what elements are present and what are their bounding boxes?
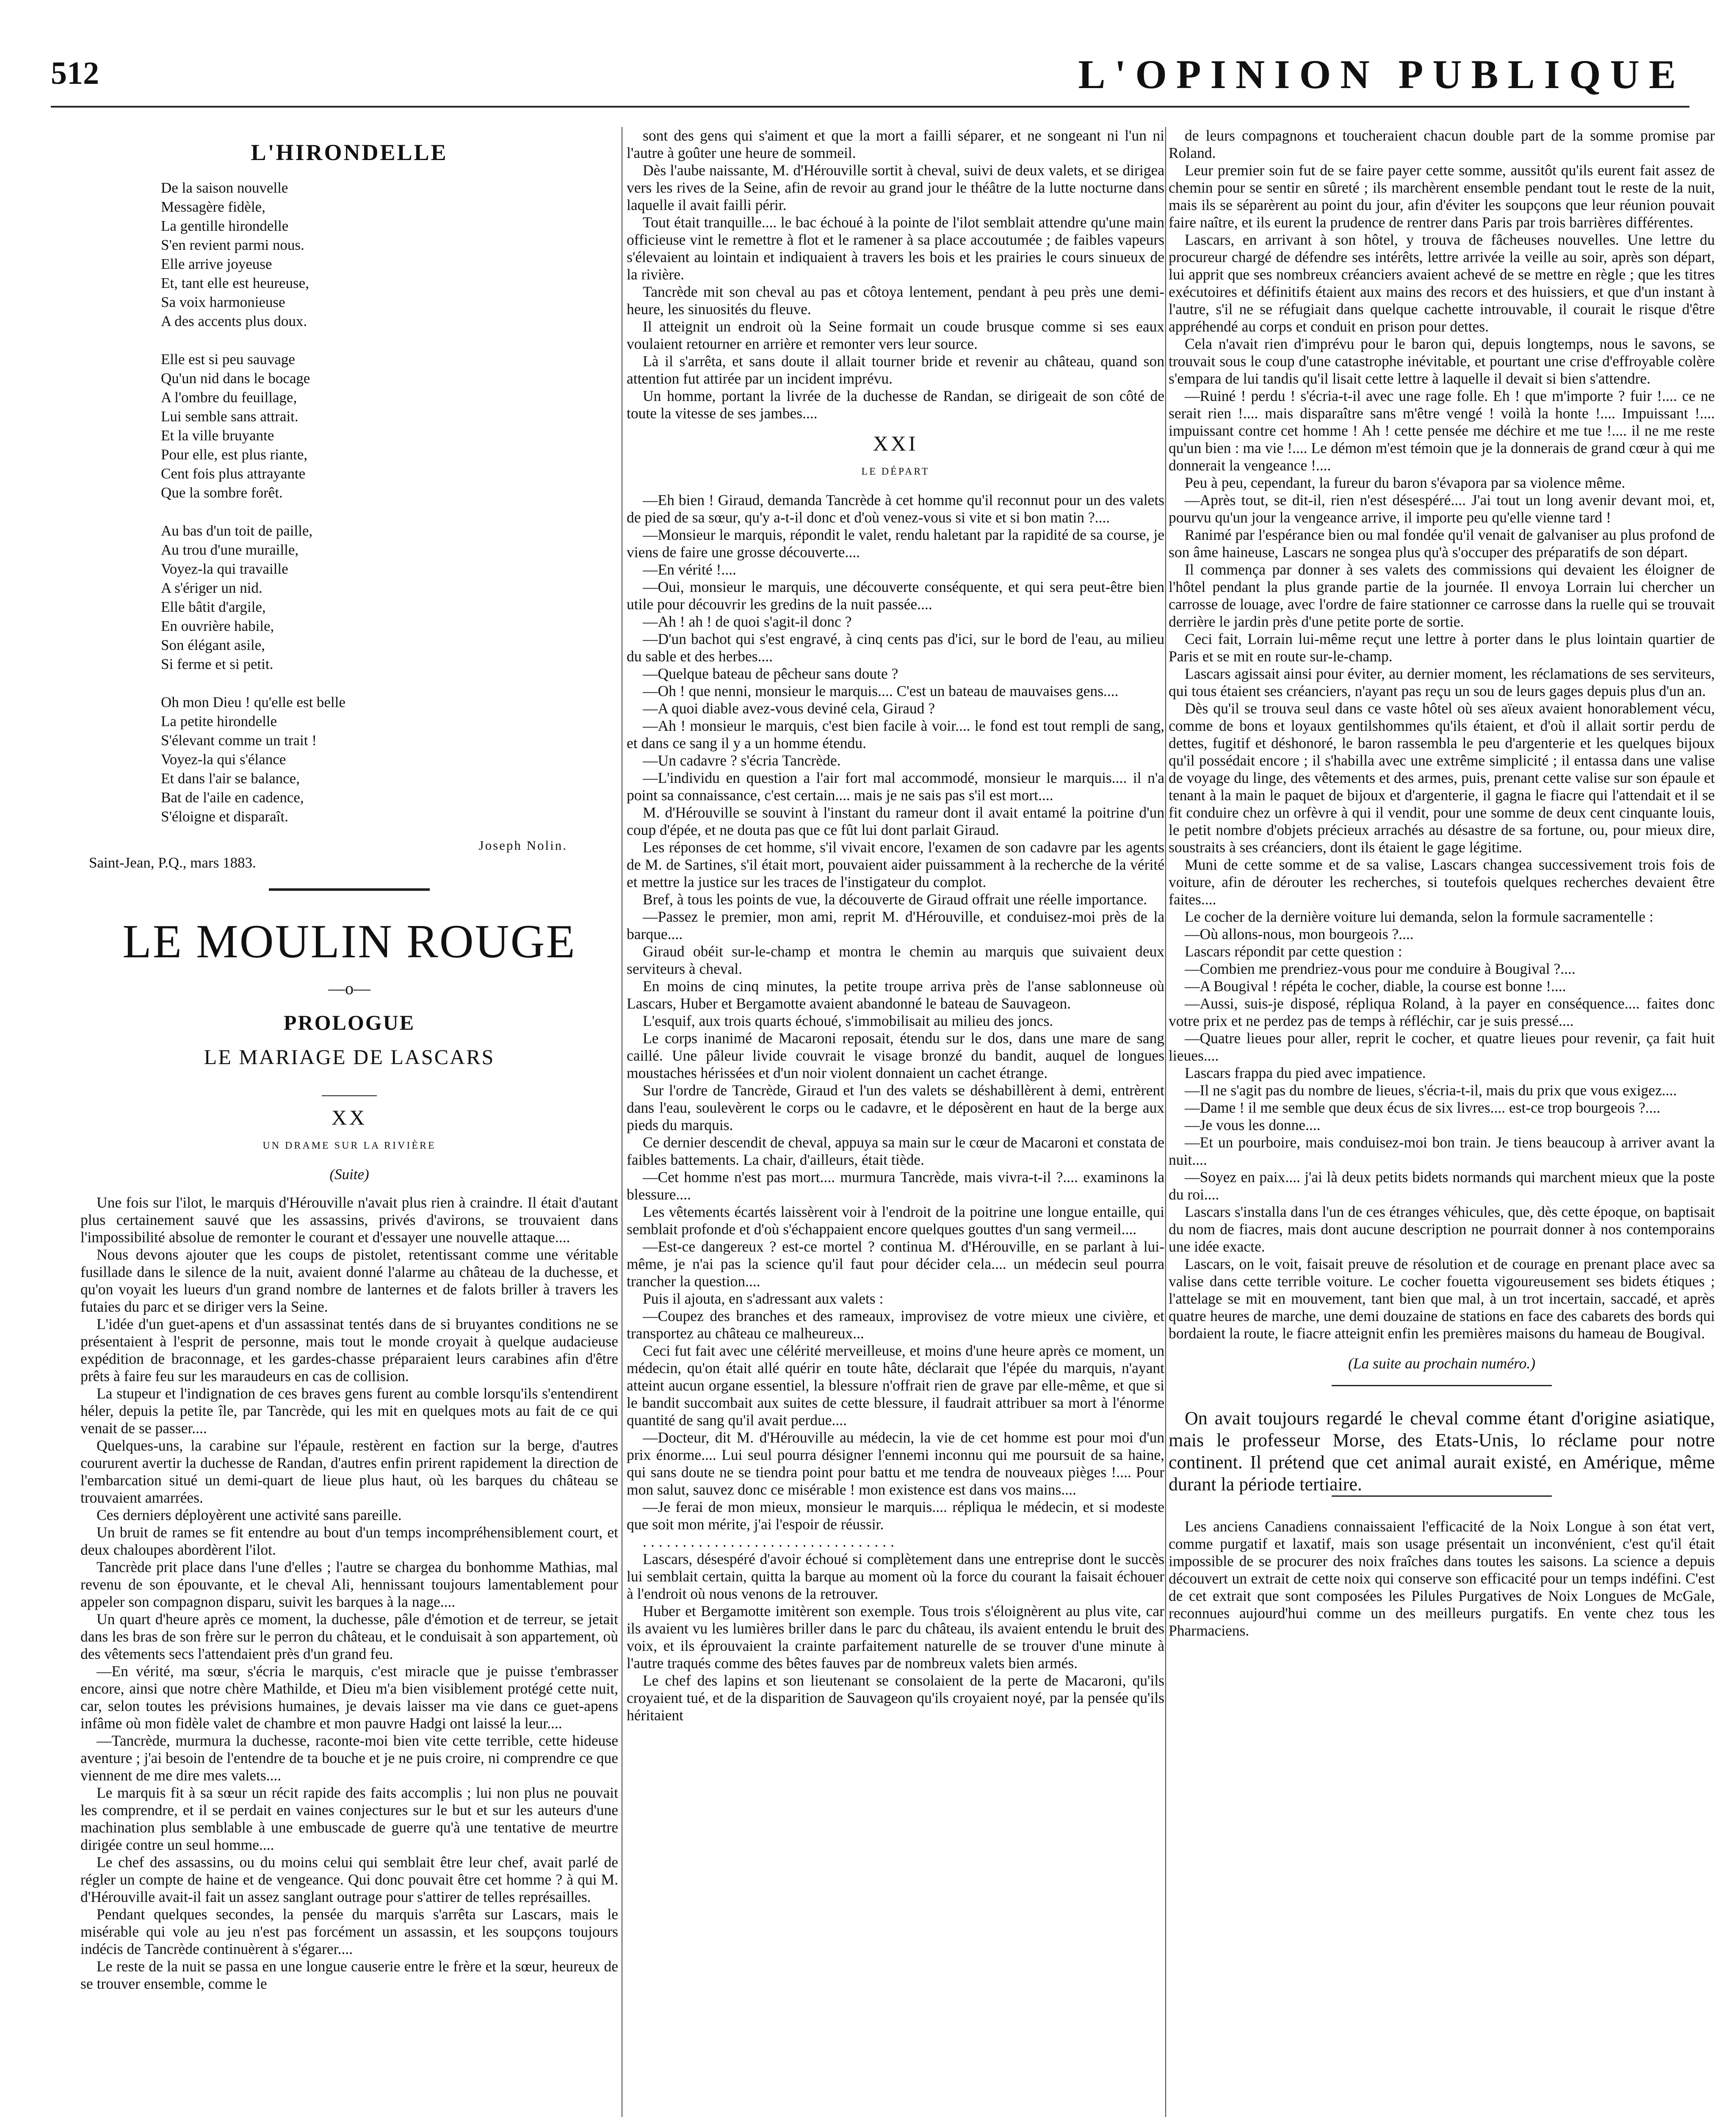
noix-longue-advertisement: Les anciens Canadiens connaissaient l'efficacité de la Noix Longue à son état vert, comme purgatif et laxatif, mais son usage présentait un inconvénient, c'est qu'il était impossible de se procurer des noix fraîches dans toutes les saisons. La science a depuis découvert un extrait de cette noix qui conserve son efficacité pour un temps indéfini. C'est de cet extrait que sont composées les Pilules Purgatives de Noix Longues de McGale, reconnues aujourd'hui comme un des meilleurs purgatifs. En vente chez tous les Pharmaciens. [1169, 1518, 1715, 1639]
poem-line: Au bas d'un toit de paille, [161, 522, 313, 539]
poem-line: Sa voix harmonieuse [161, 294, 285, 310]
poem-line: Bat de l'aile en cadence, [161, 789, 304, 806]
paragraph: Ceci fut fait avec une célérité merveilleuse, et moins d'une heure après ce moment, un médecin, qu'on était allé quérir en toute hâte, déclarait que l'épée du marquis, n'ayant atteint aucun organe essentiel, la blessure n'offrait rien de grave par elle-même, et que si le bandit succombait aux suites de cette blessure, il faudrait attribuer sa mort à l'énorme quantité de sang qu'il avait perdue.... [627, 1342, 1164, 1429]
column-2 [627, 127, 1164, 2117]
poem-line: Voyez-la qui s'élance [161, 751, 286, 768]
paragraph: —Ah ! monsieur le marquis, c'est bien facile à voir.... le fond est tout rempli de sang, et dans ce sang il y a un homme étendu. [627, 717, 1164, 752]
column-1-text [80, 1194, 618, 1993]
poem-line: De la saison nouvelle [161, 180, 288, 196]
poem-line: A s'ériger un nid. [161, 580, 263, 596]
paragraph: —Soyez en paix.... j'ai là deux petits bidets normands qui marchent mieux que la poste du roi.... [1169, 1169, 1715, 1203]
poem-line: Et dans l'air se balance, [161, 770, 300, 787]
paragraph: —Eh bien ! Giraud, demanda Tancrède à cet homme qu'il reconnut pour un des valets de pied de sa sœur, qu'y a-t-il donc et d'où venez-vous si vite et si bon matin ?.... [627, 492, 1164, 526]
paragraph: —Un cadavre ? s'écria Tancrède. [643, 752, 841, 769]
paragraph: Peu à peu, cependant, la fureur du baron s'évapora par sa violence même. [1185, 474, 1625, 491]
paragraph: Ranimé par l'espérance bien ou mal fondée qu'il venait de galvaniser au plus profond de son âme haineuse, Lascars ne songea plus qu'à s'occuper des préparatifs de son départ. [1169, 526, 1715, 561]
feuilleton-title: LE MOULIN ROUGE [122, 915, 576, 968]
column-2-text-a [627, 127, 1164, 422]
chapter-number: XX [331, 1105, 368, 1129]
paragraph: Lascars, désespéré d'avoir échoué si complètement dans une entreprise dont le succès lui semblait certain, quitta la barque au moment où la force du courant la faisait échouer à l'endroit où nous venons de la retrouver. [627, 1550, 1164, 1602]
poem-line: A l'ombre du feuillage, [161, 389, 297, 406]
column-3 [1169, 127, 1715, 2117]
poem-line: Cent fois plus attrayante [161, 465, 306, 482]
paragraph: —L'individu en question a l'air fort mal accommodé, monsieur le marquis.... il n'a point sa connaissance, c'est certain.... mais je ne sais pas s'il est mort.... [627, 769, 1164, 804]
poem-line: S'élevant comme un trait ! [161, 732, 317, 749]
paragraph: Le chef des assassins, ou du moins celui qui semblait être leur chef, avait parlé de régler un compte de haine et de vengeance. Qui donc pouvait être cet homme ? à qui M. d'Hérouville avait-il fait un assez sanglant outrage pour s'attirer de telles représailles. [80, 1854, 618, 1905]
poem-line: Que la sombre forêt. [161, 484, 283, 501]
poem-line: La petite hirondelle [161, 713, 277, 730]
dotted-separator: ................................ [643, 1533, 898, 1550]
paragraph: Huber et Bergamotte imitèrent son exemple. Tous trois s'éloignèrent au plus vite, car ils avaient vu les lumières briller dans le parc du château, ils avaient entendu le bruit des voix, et ils éprouvaient la crainte parfaitement naturelle de se trouver d'une minute à l'autre traqués comme des bêtes fauves par de nombreux valets bien armés. [627, 1603, 1164, 1672]
paragraph: L'idée d'un guet-apens et d'un assassinat tentés dans de si bruyantes conditions ne se présentaient à l'esprit de personne, mais tout le monde croyait à quelque audacieuse expédition de braconnage, et les gardes-chasse préparaient leurs carabines afin d'être prêts à faire feu sur les maraudeurs en cas de collision. [80, 1316, 618, 1385]
paragraph: En moins de cinq minutes, la petite troupe arriva près de l'anse sablonneuse où Lascars, Huber et Bergamotte avaient abandonné le bateau de Sauvageon. [627, 978, 1164, 1012]
poem-line: Qu'un nid dans le bocage [161, 370, 310, 387]
page-number: 512 [51, 55, 99, 91]
poem-line: S'éloigne et disparaît. [161, 808, 288, 825]
paragraph: Le reste de la nuit se passa en une longue causerie entre le frère et la sœur, heureux de se trouver ensemble, comme le [80, 1958, 618, 1992]
paragraph: —Je vous les donne.... [1185, 1117, 1321, 1133]
poem-line: Et, tant elle est heureuse, [161, 275, 309, 291]
paragraph: —Après tout, se dit-il, rien n'est désespéré.... J'ai tout un long avenir devant moi, et, pourvu qu'un jour la vengeance arrive, il importe peu qu'elle vienne tard ! [1169, 492, 1715, 526]
poem-stanza [161, 693, 618, 826]
paragraph: Pendant quelques secondes, la pensée du marquis s'arrêta sur Lascars, mais le misérable qui vole au jeu n'est pas forcément un assassin, et les soupçons toujours indécis de Tancrède continuèrent à s'égarer.... [80, 1906, 618, 1957]
paragraph: Lascars, en arrivant à son hôtel, y trouva de fâcheuses nouvelles. Une lettre du procureur chargé de défendre ses intérêts, lettre arrivée la veille au soir, après son départ, lui apprit que ses nombreux créanciers avaient achevé de se mettre en règle ; que les titres exécutoires et définitifs étaient aux mains des recors et des huissiers, et que d'un instant à l'autre, s'il ne se réfugiait dans quelque cachette introuvable, il courait le risque d'être appréhendé au corps et conduit en prison pour dettes. [1169, 231, 1715, 335]
paragraph: La stupeur et l'indignation de ces braves gens furent au comble lorsqu'ils s'entendirent héler, depuis la petite île, par Tancrède, qui les mit en quelques mots au fait de ce qui venait de se passer.... [80, 1385, 618, 1437]
paragraph: —A Bougival ! répéta le cocher, diable, la course est bonne !.... [1185, 978, 1566, 995]
poem-line: Si ferme et si petit. [161, 656, 274, 672]
poem-line: Elle arrive joyeuse [161, 256, 272, 272]
poem-title: L'HIRONDELLE [251, 140, 448, 165]
poem-author: Joseph Nolin. [478, 838, 567, 853]
to-be-continued: (La suite au prochain numéro.) [1348, 1355, 1536, 1372]
paragraph: —Oui, monsieur le marquis, une découverte conséquente, et qui sera peut-être bien utile pour découvrir les gredins de la nuit passée.... [627, 578, 1164, 613]
paragraph: —En vérité !.... [643, 561, 736, 578]
poem-line: En ouvrière habile, [161, 618, 274, 634]
poem-line: Et la ville bruyante [161, 427, 274, 444]
paragraph: —En vérité, ma sœur, s'écria le marquis, c'est miracle que je puisse t'embrasser encore, ainsi que notre chère Mathilde, et Dieu m'a bien visiblement protégé cette nuit, car, selon toutes les prévisions humaines, je devais laisser ma vie dans ce guet-apens infâme où mon fidèle valet de chambre et mon pauvre Hadgi ont laissé la leur.... [80, 1663, 618, 1732]
paragraph: —Et un pourboire, mais conduisez-moi bon train. Je tiens beaucoup à arriver avant la nuit.... [1169, 1134, 1715, 1168]
paragraph: —Dame ! il me semble que deux écus de six livres.... est-ce trop bourgeois ?.... [1185, 1099, 1661, 1116]
section-rule [1332, 1495, 1552, 1497]
paragraph: —Tancrède, murmura la duchesse, raconte-moi bien vite cette terrible, cette hideuse aventure ; j'ai besoin de l'entendre de ta bouche et je ne puis croire, ni comprendre ce que viennent de me dire mes valets.... [80, 1732, 618, 1784]
poem-place-date: Saint-Jean, P.Q., mars 1883. [89, 854, 256, 871]
poem-line: Pour elle, est plus riante, [161, 446, 308, 463]
paragraph: —Où allons-nous, mon bourgeois ?.... [1185, 926, 1414, 942]
paragraph: Quelques-uns, la carabine sur l'épaule, restèrent en faction sur la berge, d'autres coururent avertir la duchesse de Randan, d'autres enfin prirent rapidement la direction de l'embarcation situé un demi-quart de lieue plus haut, où les barques du château se trouvaient amarrées. [80, 1437, 618, 1506]
chapter-number: XXI [873, 431, 918, 455]
poem-stanza [161, 178, 618, 331]
paragraph: Sur l'ordre de Tancrède, Giraud et l'un des valets se déshabillèrent à demi, entrèrent dans l'eau, soulevèrent le corps ou le cadavre, et le déposèrent en haut de la berge aux pieds du marquis. [627, 1082, 1164, 1133]
chapter-title: LE DÉPART [861, 466, 930, 477]
poem-line: Elle bâtit d'argile, [161, 599, 266, 615]
poem-line: S'en revient parmi nous. [161, 237, 304, 253]
paragraph: Bref, à tous les points de vue, la découverte de Giraud offrait une réelle importance. [643, 891, 1147, 908]
paragraph: —D'un bachot qui s'est engravé, à cinq cents pas d'ici, sur le bord de l'eau, au milieu du sable et des herbes.... [627, 630, 1164, 665]
paragraph: —Il ne s'agit pas du nombre de lieues, s'écria-t-il, mais du prix que vous exigez.... [1185, 1082, 1677, 1099]
poem-line: La gentille hirondelle [161, 218, 289, 234]
paragraph: Dès l'aube naissante, M. d'Hérouville sortit à cheval, suivi de deux valets, et se dirigea vers les rives de la Seine, afin de revoir au grand jour le théâtre de la lutte nocturne dans laquelle il avait failli périr. [627, 162, 1164, 213]
paragraph: Les vêtements écartés laissèrent voir à l'endroit de la poitrine une longue entaille, qui semblait profonde et d'où s'échappaient encore quelques gouttes d'un sang vermeil.... [627, 1203, 1164, 1238]
column-2-text-c [627, 1550, 1164, 1724]
chapter-rule [322, 1095, 377, 1096]
paragraph: Tancrède prit place dans l'une d'elles ; l'autre se chargea du bonhomme Mathias, mal revenu de son épouvante, et le cheval Ali, hennissant toujours lamentablement pour appeler son compagnon disparu, suivit les barques à la nage.... [80, 1559, 618, 1610]
paragraph: Ceci fait, Lorrain lui-même reçut une lettre à porter dans le plus lointain quartier de Paris et se mit en route sur-le-champ. [1169, 630, 1715, 665]
paragraph: Il commença par donner à ses valets des commissions qui devaient les éloigner de l'hôtel pendant la plus grande partie de la journée. Il envoya Lorrain lui chercher un carrosse de louage, avec l'ordre de faire stationner ce carrosse dans la ruelle qui se trouvait derrière le jardin près d'une petite porte de sortie. [1169, 561, 1715, 630]
poem-line: Oh mon Dieu ! qu'elle est belle [161, 694, 346, 710]
paragraph: —Oh ! que nenni, monsieur le marquis.... C'est un bateau de mauvaises gens.... [643, 683, 1119, 699]
paragraph: Lascars agissait ainsi pour éviter, au dernier moment, les réclamations de ses serviteurs, qui tous étaient ses créanciers, n'ayant pas reçu un sou de leurs gages depuis plus d'un an. [1169, 665, 1715, 699]
paragraph: Cela n'avait rien d'imprévu pour le baron qui, depuis longtemps, nous le savons, se trouvait sous le coup d'une catastrophe inévitable, et pourtant une crise d'effroyable colère s'empara de lui tandis qu'il lisait cette lettre à laquelle il devait si bien s'attendre. [1169, 335, 1715, 387]
masthead: L'OPINION PUBLIQUE [1078, 52, 1685, 97]
page-header [51, 51, 1689, 97]
paragraph: Tancrède mit son cheval au pas et côtoya lentement, pendant à peu près une demi-heure, les sinuosités du fleuve. [627, 283, 1164, 318]
paragraph: Muni de cette somme et de sa valise, Lascars changea successivement trois fois de voiture, afin de dérouter les recherches, si toutefois quelques recherches devaient être faites.... [1169, 856, 1715, 908]
paragraph: Le chef des lapins et son lieutenant se consolaient de la perte de Macaroni, qu'ils croyaient tué, et de la disparition de Sauvageon qu'ils croyaient noyé, par la pensée qu'ils héritaient [627, 1672, 1164, 1724]
horse-note: On avait toujours regardé le cheval comme étant d'origine asiatique, mais le professeur Morse, des Etats-Unis, lo réclame pour notre continent. Il prétend que cet animal aurait existé, en Amérique, même durant la période tertiaire. [1169, 1408, 1715, 1495]
paragraph: Le marquis fit à sa sœur un récit rapide des faits accomplis ; lui non plus ne pouvait les comprendre, et il se perdait en vaines conjectures sur le but et sur les auteurs d'une machination plus semblable à une embuscade de guerre qu'à une tentative de meurtre dirigée contre un seul homme.... [80, 1784, 618, 1853]
ornament: —o— [328, 979, 370, 998]
column-3-text [1169, 127, 1715, 1342]
poem-stanza [161, 521, 618, 674]
paragraph: Giraud obéit sur-le-champ et montra le chemin au marquis que suivaient deux serviteurs à cheval. [627, 943, 1164, 977]
paragraph: —Ruiné ! perdu ! s'écria-t-il avec une rage folle. Eh ! que m'importe ? fuir !.... ce ne serait rien !.... mais disparaître sans m'être vengé ! voilà la honte !.... Impuissant !.... impuissant contre cet homme ! Ah ! cette pensée me déchire et me tue !.... il ne me reste qu'un bien : ma vie !.... Le démon m'est témoin que je la donnerais de grand cœur à qui me donnerait la vengeance !.... [1169, 387, 1715, 474]
poem-line: Elle est si peu sauvage [161, 351, 295, 368]
poem-line: A des accents plus doux. [161, 313, 307, 329]
paragraph: Une fois sur l'ilot, le marquis d'Hérouville n'avait plus rien à craindre. Il était d'autant plus certainement sauvé que les assassins, privés d'avirons, se trouvaient dans l'impossibilité absolue de remonter le courant et d'essayer une nouvelle attaque.... [80, 1194, 618, 1246]
column-1 [80, 127, 618, 2117]
poem-line: Son élégant asile, [161, 637, 265, 653]
section-rule [269, 888, 430, 891]
chapter-title: UN DRAME SUR LA RIVIÈRE [263, 1140, 436, 1151]
paragraph: Là il s'arrêta, et sans doute il allait tourner bride et revenir au château, quand son attention fut attirée par un incident imprévu. [627, 353, 1164, 387]
paragraph: —Monsieur le marquis, répondit le valet, rendu haletant par la rapidité de sa course, je viens de faire une grosse découverte.... [627, 526, 1164, 561]
paragraph: Un bruit de rames se fit entendre au bout d'un temps incompréhensiblement court, et deux chaloupes abordèrent l'ilot. [80, 1524, 618, 1558]
poem-line: Messagère fidèle, [161, 199, 265, 215]
paragraph: —Quatre lieues pour aller, reprit le cocher, et quatre lieues pour revenir, ça fait huit lieues.... [1169, 1030, 1715, 1064]
paragraph: —Docteur, dit M. d'Hérouville au médecin, la vie de cet homme est pour moi d'un prix énorme.... Lui seul pourra désigner l'ennemi inconnu qui me poursuit de sa haine, qui sans doute ne se tiendra point pour battu et me tendra de nouveaux pièges !.... Pour mon salut, sauvez donc ce misérable ! mon existence est dans vos mains.... [627, 1429, 1164, 1498]
paragraph: Ces derniers déployèrent une activité sans pareille. [97, 1506, 402, 1523]
paragraph: L'esquif, aux trois quarts échoué, s'immobilisait au milieu des joncs. [643, 1012, 1053, 1029]
paragraph: Un quart d'heure après ce moment, la duchesse, pâle d'émotion et de terreur, se jetait dans les bras de son frère sur le perron du château, et le conduisait à son appartement, où des vêtements secs l'attendaient près d'un grand feu. [80, 1611, 618, 1662]
paragraph: —Passez le premier, mon ami, reprit M. d'Hérouville, et conduisez-moi près de la barque.... [627, 908, 1164, 942]
poem-stanza [161, 350, 618, 502]
paragraph: Lascars frappa du pied avec impatience. [1185, 1064, 1426, 1081]
paragraph: Le cocher de la dernière voiture lui demanda, selon la formule sacramentelle : [1185, 908, 1653, 925]
paragraph: Tout était tranquille.... le bac échoué à la pointe de l'ilot semblait attendre qu'une main officieuse vint le remettre à flot et le ramener à sa place accoutumée ; de faibles vapeurs s'élevaient au lointain et indiquaient à travers les bois et les prairies le cours sinueux de la rivière. [627, 214, 1164, 283]
part-title: LE MARIAGE DE LASCARS [204, 1045, 495, 1069]
poem-line: Au trou d'une muraille, [161, 542, 299, 558]
paragraph: Lascars s'installa dans l'un de ces étranges véhicules, que, dès cette époque, on baptisait du nom de fiacres, mais dont aucune description ne pourrait donner à nos contemporains une idée exacte. [1169, 1203, 1715, 1255]
paragraph: —Coupez des branches et des rameaux, improvisez de votre mieux une civière, et transportez au château ce malheureux... [627, 1307, 1164, 1342]
paragraph: Puis il ajouta, en s'adressant aux valets : [643, 1290, 884, 1307]
paragraph: de leurs compagnons et toucheraient chacun double part de la somme promise par Roland. [1169, 127, 1715, 161]
paragraph: Lascars répondit par cette question : [1185, 943, 1402, 960]
paragraph: Il atteignit un endroit où la Seine formait un coude brusque comme si ses eaux voulaient retourner en arrière et remonter vers leur source. [627, 318, 1164, 352]
part-heading: PROLOGUE [283, 1011, 415, 1034]
section-rule [1332, 1385, 1552, 1386]
poem-body [161, 178, 618, 826]
poem-line: Lui semble sans attrait. [161, 408, 299, 425]
poem-line: Voyez-la qui travaille [161, 561, 288, 577]
paragraph: M. d'Hérouville se souvint à l'instant du rameur dont il avait entamé la poitrine d'un coup d'épée, et ne douta pas que ce fût lui dont parlait Giraud. [627, 804, 1164, 838]
paragraph: —A quoi diable avez-vous deviné cela, Giraud ? [643, 700, 935, 717]
paragraph: Les réponses de cet homme, s'il vivait encore, l'examen de son cadavre par les agents de M. de Sartines, s'il était mort, pouvaient aider puissamment à la recherche de la vérité et mettre la justice sur les traces de l'instigateur du complot. [627, 839, 1164, 890]
paragraph: —Combien me prendriez-vous pour me conduire à Bougival ?.... [1185, 960, 1576, 977]
paragraph: Un homme, portant la livrée de la duchesse de Randan, se dirigeait de son côté de toute la vitesse de ses jambes.... [627, 387, 1164, 422]
paragraph: Nous devons ajouter que les coups de pistolet, retentissant comme une véritable fusillade dans le silence de la nuit, avaient donné l'alarme au château de la duchesse, et qu'on voyait les lueurs d'un grand nombre de lanternes et de falots briller à travers les futaies du parc et se diriger vers la Seine. [80, 1246, 618, 1315]
header-rule [51, 106, 1689, 108]
paragraph: Lascars, on le voit, faisait preuve de résolution et de courage en prenant place avec sa valise dans cette terrible voiture. Le cocher fouetta vigoureusement ses bidets étiques ; l'attelage se mit en mouvement, tant bien que mal, à un trot incertain, saccadé, et après quatre heures de marche, une demi douzaine de stations en face des cabarets des bords qui bordaient la route, le fiacre atteignit enfin les premières maisons du hameau de Bougival. [1169, 1255, 1715, 1342]
suite-label: (Suite) [329, 1166, 369, 1183]
paragraph: Ce dernier descendit de cheval, appuya sa main sur le cœur de Macaroni et constata de faibles battements. La chair, d'ailleurs, était tiède. [627, 1134, 1164, 1168]
paragraph: —Je ferai de mon mieux, monsieur le marquis.... répliqua le médecin, et si modeste que soit mon mérite, j'ai l'espoir de réussir. [627, 1498, 1164, 1533]
paragraph: —Est-ce dangereux ? est-ce mortel ? continua M. d'Hérouville, en se parlant à lui-même, je n'ai pas la science qu'il faut pour décider cela.... un médecin seul pourra trancher la question.... [627, 1238, 1164, 1290]
paragraph: —Aussi, suis-je disposé, répliqua Roland, à la payer en conséquence.... faites donc votre prix et ne perdez pas de temps à réfléchir, car je suis pressé.... [1169, 995, 1715, 1029]
paragraph: Le corps inanimé de Macaroni reposait, étendu sur le dos, dans une mare de sang caillé. Une pâleur livide couvrait le visage bronzé du bandit, auquel de longues moustaches hérissées et d'un noir violent donnaient un cachet étrange. [627, 1030, 1164, 1081]
paragraph: Dès qu'il se trouva seul dans ce vaste hôtel où ses aïeux avaient honorablement vécu, comme de bons et loyaux gentilshommes qu'ils étaient, et d'où il allait sortir perdu de dettes, fugitif et déshonoré, le baron rassembla le peu d'argenterie et les quelques bijoux qu'il possédait encore ; il s'habilla avec une extrême simplicité ; il entassa dans une valise de voyage du linge, des vêtements et des armes, puis, prenant cette valise sur son épaule et tenant à la main le paquet de bijoux et d'argenterie, il gagna le fiacre qui l'attendait et il se fit conduire chez un orfèvre à qui il vendit, pour une somme de deux cent cinquante louis, le petit nombre d'objets précieux arrachés au désastre de sa fortune, ou, pour mieux dire, soustraits à ses créanciers, dont ils étaient le gage légitime. [1169, 700, 1715, 856]
column-divider [1165, 127, 1166, 2117]
column-2-text-b [627, 492, 1164, 1533]
paragraph: —Cet homme n'est pas mort.... murmura Tancrède, mais vivra-t-il ?.... examinons la blessure.... [627, 1169, 1164, 1203]
paragraph: Leur premier soin fut de se faire payer cette somme, aussitôt qu'ils eurent fait assez de chemin pour se sentir en sûreté ; ils marchèrent ensemble pendant tout le reste de la nuit, mais ils se séparèrent au point du jour, afin d'éviter les soupçons que leur réunion pouvait faire naître, et ils eurent la prudence de rentrer dans Paris par trois barrières différentes. [1169, 162, 1715, 231]
paragraph: —Quelque bateau de pêcheur sans doute ? [643, 665, 898, 682]
paragraph: —Ah ! ah ! de quoi s'agit-il donc ? [643, 613, 852, 630]
paragraph: sont des gens qui s'aiment et que la mort a failli séparer, et ne songeant ni l'un ni l'autre à goûter une heure de sommeil. [627, 127, 1164, 161]
